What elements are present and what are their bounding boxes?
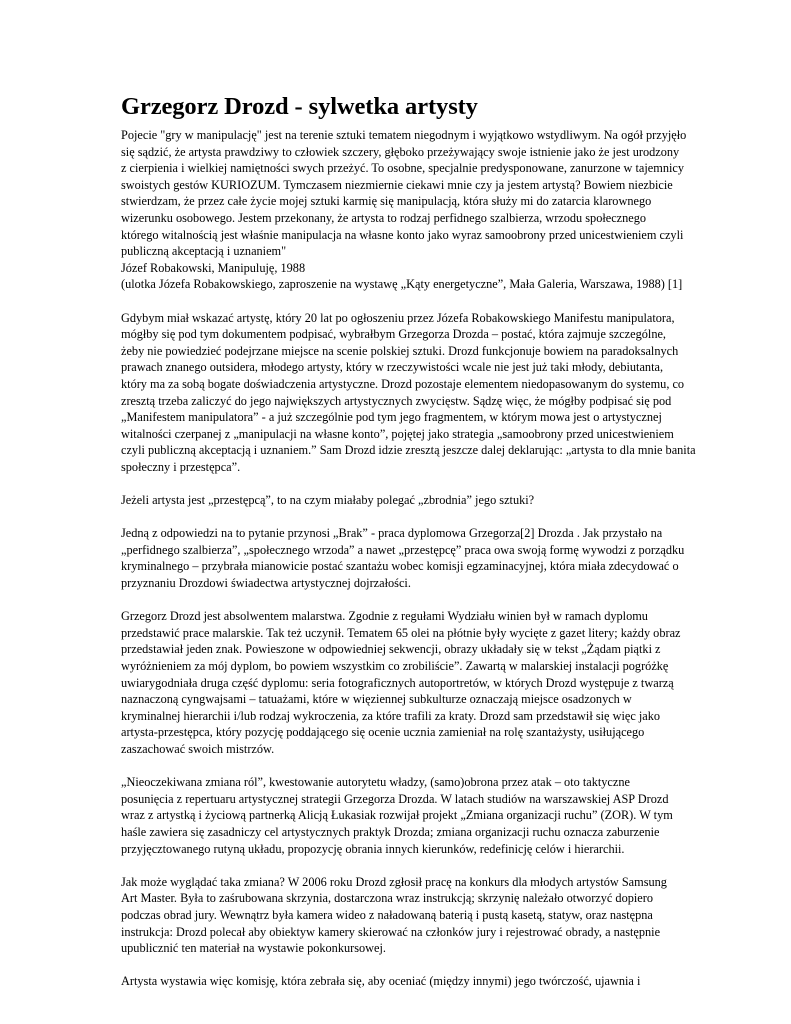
- text-line: Artysta wystawia więc komisję, która zebrała się, aby oceniać (między innymi) jego twórczość, ujawnia i: [121, 974, 641, 989]
- text-line: haśle zawiera się zasadniczy cel artystycznych praktyk Drozda; zmiana organizacji ruchu oznacza zaburzenie: [121, 824, 660, 839]
- document-title: Grzegorz Drozd - sylwetka artysty: [121, 93, 478, 120]
- paragraph: [121, 310, 696, 476]
- text-line: który ma za sobą bogate doświadczenia artystyczne. Drozd pozostaje elementem niedopasowanym do systemu, co: [121, 376, 685, 391]
- text-line: „perfidnego szalbierza”, „społecznego wrzoda” a nawet „przestępcę” praca owa swoją formę wywodzi z porządku: [121, 542, 685, 557]
- text-line: przyznaniu Drozdowi świadectwa artystycznej dojrzałości.: [121, 576, 411, 591]
- text-line: przedstawiał jeden znak. Powieszone w odpowiedniej sekwencji, obrazy układały się w tekst „Żądam piątki z: [121, 642, 661, 657]
- text-line: wizerunku osobowego. Jestem przekonany, że artysta to rodzaj perfidnego szalbierza, wrzodu społecznego: [121, 210, 647, 225]
- text-line: społeczny i przestępca”.: [121, 459, 241, 474]
- text-line: instrukcja: Drozd polecał aby obiektyw kamery skierować na członków jury i rejestrować obrady, a następnie: [121, 924, 661, 939]
- text-line: posunięcia z repertuaru artystycznej strategii Grzegorza Drozda. W latach studiów na warszawskiej ASP Drozd: [121, 791, 669, 806]
- text-line: kryminalnego – przybrała mianowicie postać szantażu wobec komisji egzaminacyjnej, która miała zdecydować o: [121, 559, 679, 574]
- text-line: z cierpienia i wielkiej namiętności swych przeżyć. To osobne, specjalnie predysponowane, zanurzone w tajemnicy: [121, 161, 684, 176]
- text-line: naznaczoną cyngwajsami – tatuażami, które w więziennej subkulturze oznaczają miejsce osadzonych w: [121, 692, 632, 707]
- text-line: „Nieoczekiwana zmiana ról”, kwestowanie autorytetu władzy, (samo)obrona przez atak – oto taktyczne: [121, 775, 630, 790]
- paragraph: [121, 973, 653, 990]
- text-line: przyjęcztowanego rutyną układu, propozycję obrania innych kierunków, redefinicję celów i hierarchii.: [121, 841, 625, 856]
- text-line: zaszachować swoich mistrzów.: [121, 741, 275, 756]
- text-line: swoistych gestów KURIOZUM. Tymczasem niezmiernie ciekawi mnie czy ja jestem artystą? Bowiem niezbicie: [121, 177, 673, 192]
- paragraph: [121, 525, 685, 591]
- paragraph: [121, 874, 667, 957]
- text-line: Pojecie "gry w manipulację" jest na terenie sztuki tematem niegodnym i wyjątkowo wstydliwym. Na ogół przyjęło: [121, 128, 687, 142]
- text-line: którego witalnością jest właśnie manipulacja na własne konto jako wyraz samoobrony przed unicestwieniem czyli: [121, 227, 684, 242]
- text-line: witalności czerpanej z „manipulacji na własne konto”, pojętej jako strategia „samoobrony przed unicestwieniem: [121, 426, 674, 441]
- text-line: Art Master. Była to zaśrubowana skrzynia, dostarczona wraz instrukcją; skrzynię należało otworzyć dopiero: [121, 891, 653, 906]
- text-line: Jeżeli artysta jest „przestępcą”, to na czym miałaby polegać „zbrodnia” jego sztuki?: [121, 493, 535, 508]
- text-line: publiczną akceptacją i uznaniem": [121, 244, 287, 259]
- text-line: stwierdzam, że przez całe życie mojej sztuki karmię się manipulacją, która służy mi do zatarcia klarownego: [121, 194, 652, 209]
- document-page: [121, 93, 696, 1006]
- text-line: zresztą trzeba zaliczyć do jego największych artystycznych zwycięstw. Sądzę więc, że mógłby podpisać się pod: [121, 393, 672, 408]
- text-line: podczas obrad jury. Wewnątrz była kamera wideo z naładowaną baterią i pustą kasetą, statyw, oraz następna: [121, 907, 653, 922]
- text-line: przedstawić prace malarskie. Tak też uczynił. Tematem 65 olei na płótnie były wycięte z gazet litery; każdy obraz: [121, 625, 681, 640]
- text-line: Jedną z odpowiedzi na to pytanie przynosi „Brak” - praca dyplomowa Grzegorza[2] Drozda . Jak przystało na: [121, 526, 663, 541]
- text-line: Gdybym miał wskazać artystę, który 20 lat po ogłoszeniu przez Józefa Robakowskiego Manifestu manipulatora,: [121, 310, 675, 325]
- paragraph: [121, 492, 653, 509]
- text-line: się sądzić, że artysta prawdziwy to człowiek szczery, głęboko przeżywający swoje istnienie jako że jest urodzony: [121, 144, 680, 159]
- text-line: mógłby się pod tym dokumentem podpisać, wybrałbym Grzegorza Drozda – postać, która zajmuje szczególne,: [121, 327, 666, 342]
- text-line: wraz z artystką i życiową partnerką Alicją Łukasiak rozwijał projekt „Zmiana organizacji ruchu” (ZOR). W tym: [121, 808, 673, 823]
- text-line: wyróżnieniem za mój dyplom, bo powiem wszystkim co zrobiliście”. Zawartą w malarskiej instalacji pogróżkę: [121, 659, 669, 673]
- text-line: czyli publiczną akceptacją i uznaniem.” Sam Drozd idzie zresztą jeszcze dalej deklarując: „artysta to dla mnie banita: [121, 443, 696, 458]
- text-line: prawach znanego outsidera, młodego artysty, który w rzeczywistości wcale nie jest już taki młody, debiutanta,: [121, 360, 664, 375]
- paragraph: [121, 774, 673, 857]
- text-line: kryminalnej hierarchii i/lub rodzaj wykroczenia, za które trafili za kraty. Drozd sam przedstawił się więc jako: [121, 708, 661, 723]
- paragraph: [121, 608, 681, 757]
- text-line: artysta-przestępca, który pozycję poddającego się ocenie ucznia zamieniał na rolę szantażysty, usiłującego: [121, 725, 645, 740]
- text-line: upublicznić ten materiał na wystawie pokonkursowej.: [121, 941, 386, 956]
- text-line: Jak może wyglądać taka zmiana? W 2006 roku Drozd zgłosił pracę na konkurs dla młodych artystów Samsung: [121, 874, 667, 889]
- text-line: Grzegorz Drozd jest absolwentem malarstwa. Zgodnie z regułami Wydziału winien był w ramach dyplomu: [121, 609, 648, 624]
- text-line: żeby nie powiedzieć podejrzane miejsce na scenie polskiej sztuki. Drozd funkcjonuje bowiem na paradoksalnych: [121, 343, 679, 358]
- text-line: uwiarygodniała druga część dyplomu: seria fotograficznych autoportretów, w których Drozd występuje z twarzą: [121, 675, 674, 690]
- paragraph-intro-quote: [121, 127, 687, 293]
- quote-source: (ulotka Józefa Robakowskiego, zaproszenie na wystawę „Kąty energetyczne”, Mała Galeria, Warszawa, 1988) [1]: [121, 277, 683, 292]
- quote-author: Józef Robakowski, Manipuluję, 1988: [121, 260, 306, 275]
- text-line: „Manifestem manipulatora” - a już szczególnie pod tym jego fragmentem, w którym mowa jest o artystycznej: [121, 410, 662, 425]
